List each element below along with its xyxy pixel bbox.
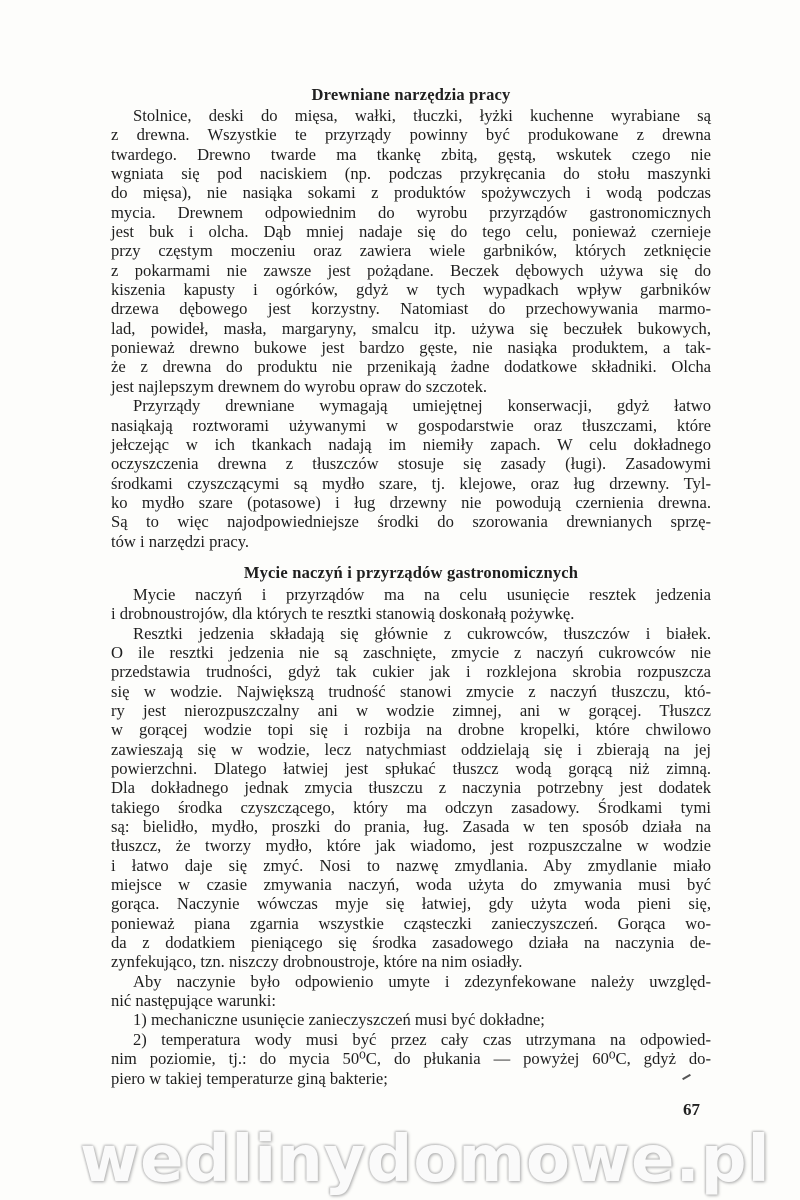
text-line: przedstawia trudności, gdyż tak cukier jak i rozklejona skrobia rozpuszcza <box>111 662 711 682</box>
text-line: wgniata się pod naciskiem (np. podczas przykręcania do stołu maszynki <box>111 164 711 184</box>
paragraph <box>111 396 711 551</box>
text-line: oczyszczenia drewna z tłuszczów stosuje się zasady (ługi). Zasadowymi <box>111 454 711 474</box>
section-body <box>111 585 711 1088</box>
text-line: lad, powideł, masła, margaryny, smalcu itp. używa się beczułek bukowych, <box>111 318 711 338</box>
text-line: nasiąkają roztworami używanymi w gospodarstwie oraz tłuszczami, które <box>111 415 711 435</box>
page-number: 67 <box>683 1100 700 1119</box>
text-line: twardego. Drewno twarde ma tkankę zbitą, gęstą, wskutek czego nie <box>111 144 711 164</box>
text-line: Są to więc najodpowiedniejsze środki do szorowania drewnianych sprzę- <box>111 512 711 532</box>
text-line: 1) mechaniczne usunięcie zanieczyszczeń musi być dokładne; <box>133 1010 545 1030</box>
text-line: nić następujące warunki: <box>111 991 276 1011</box>
text-line: Dla dokładnego jednak zmycia tłuszczu z naczynia potrzebny jest dodatek <box>111 778 711 798</box>
text-line: nim poziomie, tj.: do mycia 50⁰C, do płukania — powyżej 60⁰C, gdyż do- <box>111 1049 711 1069</box>
text-line: miejsce w czasie zmywania naczyń, woda użyta do zmywania musi być <box>111 875 711 895</box>
text-line: z drewna. Wszystkie te przyrządy powinny być produkowane z drewna <box>111 125 711 145</box>
section-heading: Drewniane narzędzia pracy <box>311 85 511 104</box>
text-line: w gorącej wodzie topi się i rozbija na drobne kropelki, które chwilowo <box>111 720 711 740</box>
text-line: 2) temperatura wody musi być przez cały czas utrzymana na odpowied- <box>133 1029 711 1049</box>
text-line: się w wodzie. Największą trudność stanowi zmycie z naczyń tłuszczu, któ- <box>111 681 711 701</box>
text-line: jełczejąc w ich tkankach nadają im niemiły zapach. W celu dokładnego <box>111 434 711 454</box>
text-line: Mycie naczyń i przyrządów ma na celu usunięcie resztek jedzenia <box>133 584 711 604</box>
text-line: ko mydło szare (potasowe) i ług drzewny nie powodują czernienia drewna. <box>111 492 711 512</box>
paragraph <box>111 1010 711 1029</box>
text-line: ry jest nierozpuszczalny ani w wodzie zimnej, ani w gorącej. Tłuszcz <box>111 700 711 720</box>
text-line: piero w takiej temperaturze giną bakterie; <box>111 1068 388 1088</box>
paragraph <box>111 972 711 1011</box>
section-heading: Mycie naczyń i przyrządów gastronomicznych <box>243 562 579 582</box>
text-line: mycia. Drewnem odpowiednim do wyrobu przyrządów gastronomicznych <box>111 202 711 222</box>
document-page <box>111 84 711 1088</box>
text-line: kiszenia kapusty i ogórków, gdyż w tych wypadkach wpływ garbników <box>111 280 711 300</box>
text-line: środkami czyszczącymi są mydło szare, tj. klejowe, oraz ług drzewny. Tyl- <box>111 473 711 493</box>
section-body <box>111 106 711 551</box>
text-line: i drobnoustrojów, dla których te resztki stanowią doskonałą pożywkę. <box>111 604 575 624</box>
text-line: tłuszcz, że tworzy mydło, które jak wiadomo, jest rozpuszczalne w wodzie <box>111 836 711 856</box>
text-line: Przyrządy drewniane wymagają umiejętnej konserwacji, gdyż łatwo <box>133 396 711 416</box>
text-line: zynfekująco, tzn. niszczy drobnoustroje, które na nim osiadły. <box>111 952 523 972</box>
text-line: Stolnice, deski do mięsa, wałki, tłuczki, łyżki kuchenne wyrabiane są <box>133 106 711 125</box>
text-line: powierzchni. Dlatego łatwiej jest spłukać tłuszcz wodą gorącą niż zimną. <box>111 759 711 778</box>
text-line: zawieszają się w wodzie, lecz natychmiast oddzielają się i zbierają na jej <box>111 739 711 759</box>
watermark: wedlinydomowe.pl <box>80 1123 771 1197</box>
text-line: przy częstym moczeniu oraz zawiera wiele garbników, których zetknięcie <box>111 241 711 261</box>
paragraph <box>111 585 711 624</box>
text-line: Aby naczynie było odpowienio umyte i zdezynfekowane należy uwzględ- <box>133 971 711 991</box>
text-line: jest buk i olcha. Dąb mniej nadaje się do tego celu, ponieważ czernieje <box>111 222 711 242</box>
text-line: ponieważ drewno bukowe jest bardzo gęste, nie nasiąka produktem, a tak- <box>111 338 711 358</box>
text-line: da z dodatkiem pieniącego się środka zasadowego działa na naczynia de- <box>111 933 711 953</box>
text-line: są: bielidło, mydło, proszki do prania, ług. Zasada w ten sposób działa na <box>111 817 711 837</box>
text-line: jest najlepszym drewnem do wyrobu opraw do szczotek. <box>111 376 488 396</box>
text-line: i łatwo daje się zmyć. Nosi to nazwę zmydlania. Aby zmydlanie miało <box>111 855 711 875</box>
text-line: tów i narzędzi pracy. <box>111 531 250 551</box>
text-line: z pokarmami nie zawsze jest pożądane. Beczek dębowych używa się do <box>111 260 711 280</box>
text-line: takiego środka czyszczącego, który ma odczyn zasadowy. Środkami tymi <box>111 797 711 817</box>
paragraph <box>111 624 711 972</box>
text-line: gorąca. Naczynie wówczas myje się łatwiej, gdy użyta woda pieni się, <box>111 894 711 914</box>
text-line: drzewa dębowego jest korzystny. Natomiast do przechowywania marmo- <box>111 299 711 319</box>
text-line: Resztki jedzenia składają się głównie z cukrowców, tłuszczów i białek. <box>133 623 711 643</box>
paragraph <box>111 1030 711 1088</box>
paragraph <box>111 106 711 396</box>
text-line: O ile resztki jedzenia nie są zaschnięte, zmycie z naczyń cukrowców nie <box>111 642 711 662</box>
text-line: że z drewna do produktu nie przenikają żadne dodatkowe składniki. Olcha <box>111 357 711 377</box>
text-line: ponieważ piana zgarnia wszystkie cząsteczki zanieczyszczeń. Gorąca wo- <box>111 913 711 933</box>
text-line: do mięsa), nie nasiąka sokami z produktów spożywczych i wodą podczas <box>111 183 711 203</box>
